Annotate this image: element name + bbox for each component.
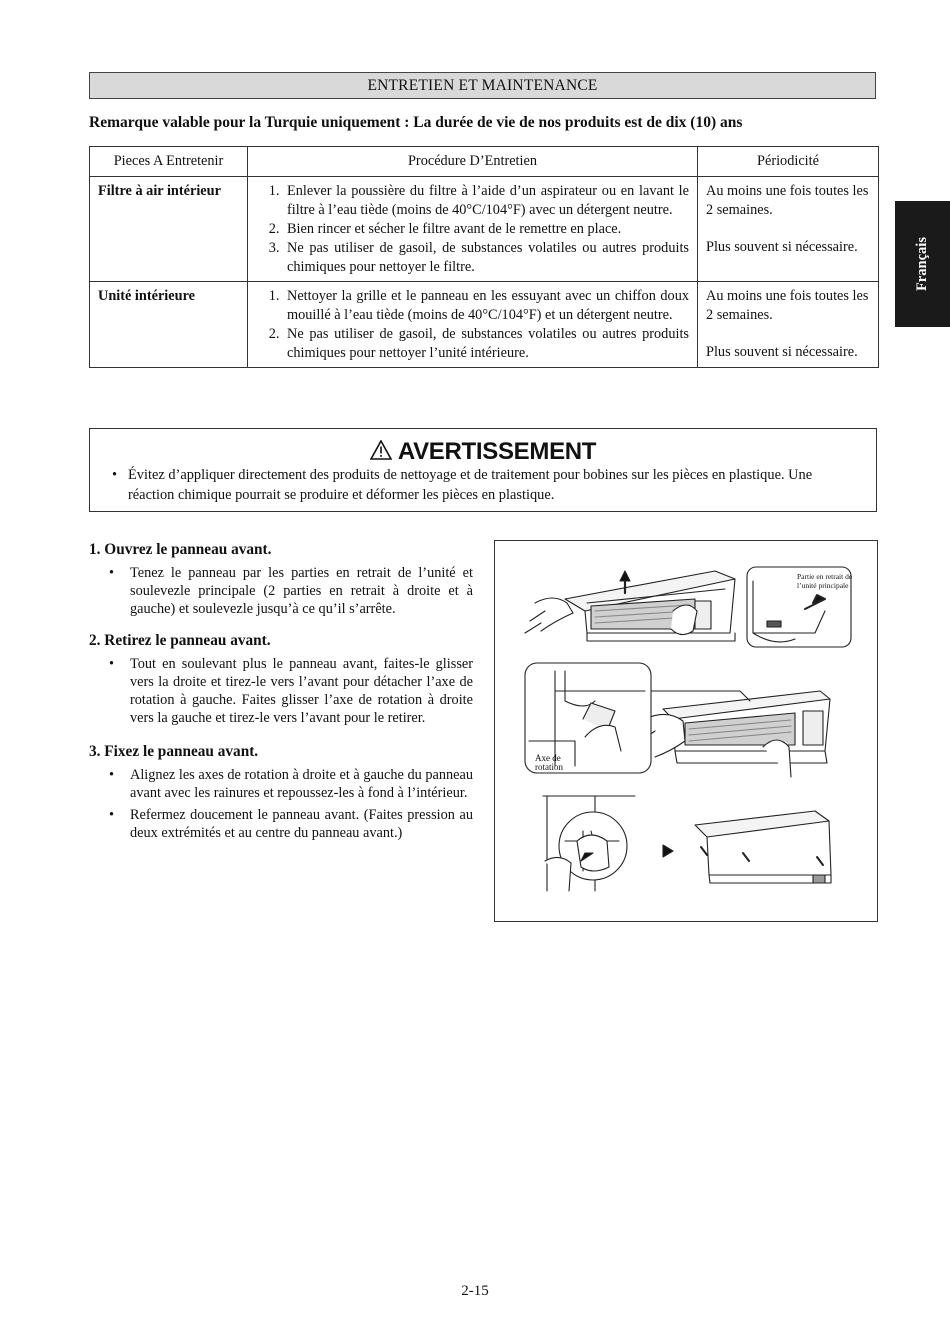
procedure-step: 2. Ne pas utiliser de gasoil, de substances volatiles ou autres produits chimiques pour nettoyer l’unité intérieure. — [283, 325, 689, 363]
step-bullet: • Refermez doucement le panneau avant. (Faites pression au deux extrémités et au centre du panneau avant.) — [109, 807, 473, 841]
callout-label: Axe de — [535, 753, 561, 763]
section-title-bar — [89, 72, 876, 99]
period-note: Plus souvent si nécessaire. — [706, 344, 858, 360]
illustration-box — [494, 540, 878, 922]
warning-heading — [90, 438, 876, 466]
table-header-row — [90, 147, 879, 177]
attaching-panel-drawing — [543, 796, 831, 891]
removing-panel-drawing — [640, 691, 830, 777]
period-cell — [698, 177, 879, 282]
part-cell: Filtre à air intérieur — [90, 177, 248, 282]
instruction-steps — [89, 541, 473, 842]
step-heading: 3. Fixez le panneau avant. — [89, 743, 259, 760]
step-text: Tout en soulevant plus le panneau avant, faites-le glisser vers la droite et tirez-le vers l’avant pour détacher l’axe de rotation à gauche. Faites glisser l’axe de rotation à droite vers la gauche et tirez-le vers l’avant pour le retirer. — [130, 656, 473, 726]
warning-box — [89, 428, 877, 512]
column-header: Périodicité — [698, 147, 879, 177]
step-1 — [89, 541, 473, 618]
step-heading: 1. Ouvrez le panneau avant. — [89, 541, 272, 558]
step-text: Alignez les axes de rotation à droite et à gauche du panneau avant avec les rainures et repoussez-les à fond à l’intérieur. — [130, 767, 473, 801]
maintenance-table — [89, 146, 879, 368]
table-row — [90, 177, 879, 282]
column-header: Pieces A Entretenir — [90, 147, 248, 177]
period-cell — [698, 282, 879, 368]
warning-bullet: • Évitez d’appliquer directement des produits de nettoyage et de traitement pour bobines sur les pièces en plastique. Une réaction chimique pourrait se produire et déformer les pièces en plastique. — [112, 466, 852, 505]
procedure-cell — [248, 282, 698, 368]
table-row — [90, 282, 879, 368]
language-tab — [895, 201, 950, 327]
part-cell: Unité intérieure — [90, 282, 248, 368]
warning-title: AVERTISSEMENT — [397, 438, 597, 465]
period-text: Au moins une fois toutes les 2 semaines. — [706, 288, 869, 323]
language-label: Français — [914, 237, 930, 291]
procedure-step: 2. Bien rincer et sécher le filtre avant de le remettre en place. — [283, 220, 689, 239]
procedure-step: 3. Ne pas utiliser de gasoil, de substances volatiles ou autres produits chimiques pour nettoyer le filtre. — [283, 239, 689, 277]
step-bullet: • Tout en soulevant plus le panneau avant, faites-le glisser vers la droite et tirez-le vers l’avant pour détacher l’axe de rotation à gauche. Faites glisser l’axe de rotation à droite vers la gauche et tirez-le vers l’avant pour le retirer. — [109, 656, 473, 726]
section-title: ENTRETIEN ET MAINTENANCE — [367, 77, 598, 94]
column-header: Procédure D’Entretien — [248, 147, 698, 177]
step-text: Tenez le panneau par les parties en retrait de l’unité et soulevezle principale (2 parties en retrait à droite et à gauche) et soulevezle jusqu’à ce qu’il s’arrête. — [130, 565, 473, 617]
warning-triangle-icon — [370, 440, 392, 460]
step-bullet: • Tenez le panneau par les parties en retrait de l’unité et soulevezle principale (2 parties en retrait à droite et à gauche) et soulevezle jusqu’à ce qu’il s’arrête. — [109, 565, 473, 617]
lifting-panel-drawing — [525, 571, 735, 641]
rotation-axis-callout — [525, 663, 651, 773]
callout-label: l’unité principale — [797, 581, 849, 590]
period-note: Plus souvent si nécessaire. — [706, 239, 858, 255]
procedure-step: 1. Nettoyer la grille et le panneau en les essuyant avec un chiffon doux mouillé à l’eau tiède (moins de 40°C/104°F) et un détergent neutre. — [283, 287, 689, 325]
warning-text: Évitez d’appliquer directement des produits de nettoyage et de traitement pour bobines sur les pièces en plastique. Une réaction chimique pourrait se produire et déformer les pièces en plastique. — [128, 467, 813, 503]
step-bullet: • Alignez les axes de rotation à droite et à gauche du panneau avant avec les rainures et repoussez-les à fond à l’intérieur. — [109, 767, 473, 801]
callout-label: Partie en retrait de — [797, 572, 853, 581]
step-heading: 2. Retirez le panneau avant. — [89, 632, 271, 649]
procedure-step: 1. Enlever la poussière du filtre à l’aide d’un aspirateur ou en lavant le filtre à l’eau tiède (moins de 40°C/104°F) avec un détergent neutre. — [283, 182, 689, 220]
panel-illustration — [495, 541, 877, 921]
lifetime-remark: Remarque valable pour la Turquie uniquement : La durée de vie de nos produits est de dix (10) ans — [89, 114, 743, 131]
step-3 — [89, 743, 473, 842]
procedure-cell — [248, 177, 698, 282]
recessed-part-callout — [747, 567, 853, 647]
step-text: Refermez doucement le panneau avant. (Faites pression au deux extrémités et au centre du panneau avant.) — [130, 807, 473, 841]
callout-label: rotation — [535, 762, 563, 772]
page-number: 2-15 — [461, 1283, 489, 1299]
period-text: Au moins une fois toutes les 2 semaines. — [706, 183, 869, 218]
step-2 — [89, 632, 473, 727]
